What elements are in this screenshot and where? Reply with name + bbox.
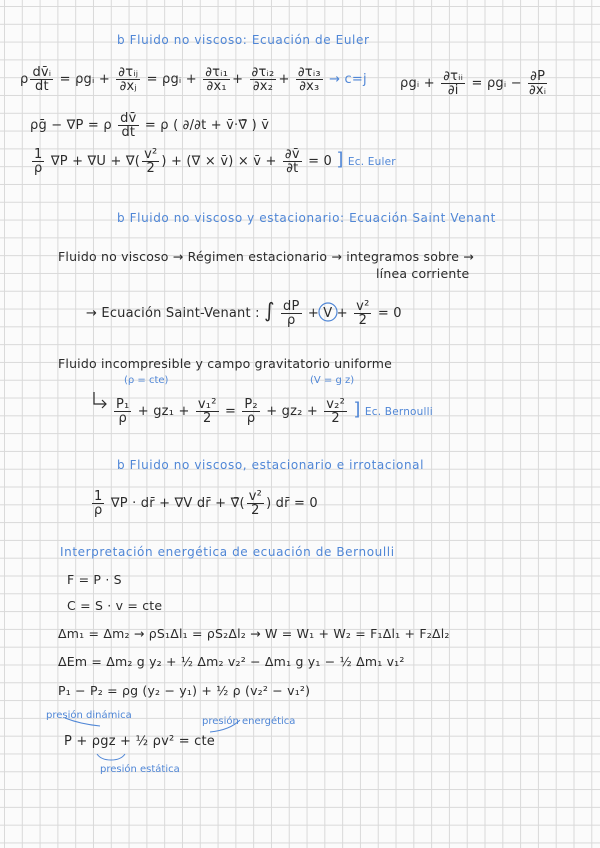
- fraction: $\frac{\text{P₂}}{\rho}$: [244, 397, 258, 426]
- euler-equation-line-2: ρḡ − ∇P = ρ $\frac{dv̄}{dt}$ = ρ ( ∂/∂t + v̄·∇̄ ) v̄: [30, 111, 270, 140]
- fraction: $\frac{\text{∂τᵢ₃}}{\text{∂x₃}}$: [297, 65, 321, 94]
- fraction: $\frac{\partial P}{\text{∂xᵢ}}$: [528, 69, 547, 98]
- fraction: $\frac{\text{v²}}{2}$: [356, 299, 370, 328]
- note-presion-dinamica: presión dinámica: [46, 710, 132, 721]
- fraction: $\frac{dP}{\rho}$: [283, 299, 300, 328]
- equation-tag: Ec. Euler: [347, 156, 396, 168]
- note-rho-constant: (ρ = cte): [124, 375, 169, 386]
- fraction: $\frac{\text{P₁}}{\rho}$: [116, 397, 130, 426]
- note-v-gz: (V = g z): [310, 375, 355, 386]
- euler-equation-line-3: $\frac{1}{\rho}$ ∇P + ∇U + ∇( $\frac{\text{v²}}{2}$ ) + (∇ × v̄) × v̄ + $\frac{\partial v̄}{\partial t}$ = 0 ] Ec. Euler: [34, 147, 396, 176]
- energy-line-force: F = P · S: [67, 572, 122, 587]
- energy-line-flow: C = S · v = cte: [67, 598, 163, 613]
- fraction: $\frac{\text{∂τᵢⱼ}}{\text{∂xⱼ}}$: [118, 65, 139, 94]
- section-title-energy: Interpretación energética de ecuación de Bernoulli: [60, 545, 395, 559]
- note-presion-estatica: presión estática: [100, 764, 180, 775]
- saint-venant-line-3: Fluido incompresible y campo gravitatorio uniforme: [58, 356, 392, 371]
- fraction: $\frac{\text{v²}}{2}$: [144, 147, 158, 176]
- note-presion-energetica: presión energética: [202, 716, 296, 727]
- integral-sign: ∫: [264, 298, 275, 322]
- fraction: $\frac{\text{∂τᵢ₁}}{\text{∂x₁}}$: [205, 65, 229, 94]
- saint-venant-equation: → Ecuación Saint-Venant : ∫ $\frac{dP}{\rho}$ + V + $\frac{\text{v²}}{2}$ = 0: [86, 298, 402, 328]
- euler-equation-line-1: ρ $\frac{\text{dv̄ᵢ}}{dt}$ = ρgᵢ + $\frac{\text{∂τᵢⱼ}}{\text{∂xⱼ}}$ = ρgᵢ + $\frac{\text{∂τᵢ₁}}{\text{∂x₁}}$ + $\frac{\text{∂τᵢ₂}}{\text{∂x₂}}$ + $\frac{\text{∂τᵢ₃}}{\text{∂x₃}}$ → c=j: [20, 65, 367, 94]
- fraction: $\frac{\text{dv̄ᵢ}}{dt}$: [32, 65, 52, 94]
- fraction: $\frac{\text{v₂²}}{2}$: [326, 397, 345, 426]
- saint-venant-line-1: Fluido no viscoso → Régimen estacionario → integramos sobre →: [58, 249, 474, 264]
- fraction: $\frac{1}{\rho}$: [94, 489, 103, 518]
- section-title-irrotational: b Fluido no viscoso, estacionario e irrotacional: [117, 458, 425, 472]
- energy-line-mech-energy: ΔEm = Δm₂ g y₂ + ½ Δm₂ v₂² − Δm₁ g y₁ − ½ Δm₁ v₁²: [58, 654, 405, 669]
- energy-line-bernoulli: P + ρgz + ½ ρv² = cte: [64, 734, 215, 749]
- fraction: $\frac{\text{v²}}{2}$: [248, 489, 263, 518]
- equation-tag: Ec. Bernoulli: [364, 406, 433, 418]
- section-title-euler: b Fluido no viscoso: Ecuación de Euler: [117, 33, 370, 47]
- irrotational-equation: $\frac{1}{\rho}$ ∇P · dr̄ + ∇V dr̄ + ∇̄( $\frac{\text{v²}}{2}$ ) dr̄ = 0: [94, 489, 318, 518]
- fraction: $\frac{\text{∂τᵢ₂}}{\text{∂x₂}}$: [251, 65, 275, 94]
- bracket: ]: [336, 149, 344, 170]
- section-title-saint-venant: b Fluido no viscoso y estacionario: Ecuación Saint Venant: [117, 211, 496, 225]
- fraction: $\frac{\partial v̄}{\partial t}$: [284, 147, 300, 176]
- fraction: $\frac{dv̄}{dt}$: [120, 111, 137, 140]
- rho-symbol: ρ: [20, 72, 29, 87]
- energy-line-work: Δm₁ = Δm₂ → ρS₁Δl₁ = ρS₂Δl₂ → W = W₁ + W₂ = F₁Δl₁ + F₂Δl₂: [58, 626, 450, 641]
- fraction: $\frac{1}{\rho}$: [34, 147, 43, 176]
- fraction: $\frac{\text{v₁²}}{2}$: [197, 397, 217, 426]
- saint-venant-line-1b: línea corriente: [376, 266, 470, 281]
- bernoulli-equation: $\frac{\text{P₁}}{\rho}$ + gz₁ + $\frac{\text{v₁²}}{2}$ = $\frac{\text{P₂}}{\rho}$ + gz₂ + $\frac{\text{v₂²}}{2}$ ] Ec. Bernoulli: [116, 397, 433, 426]
- fraction: $\frac{\text{∂τᵢᵢ}}{\partial i}$: [443, 69, 464, 98]
- energy-line-pressure-diff: P₁ − P₂ = ρg (y₂ − y₁) + ½ ρ (v₂² − v₁²): [58, 683, 311, 698]
- euler-equation-line-1-right: ρgᵢ + $\frac{\text{∂τᵢᵢ}}{\partial i}$ = ρgᵢ − $\frac{\partial P}{\text{∂xᵢ}}$: [400, 69, 547, 98]
- arrow-hook: [91, 390, 111, 410]
- curve-mark: [60, 716, 220, 736]
- circle-mark: [316, 300, 340, 324]
- condition-note: → c=j: [329, 72, 367, 87]
- bracket: ]: [353, 399, 361, 420]
